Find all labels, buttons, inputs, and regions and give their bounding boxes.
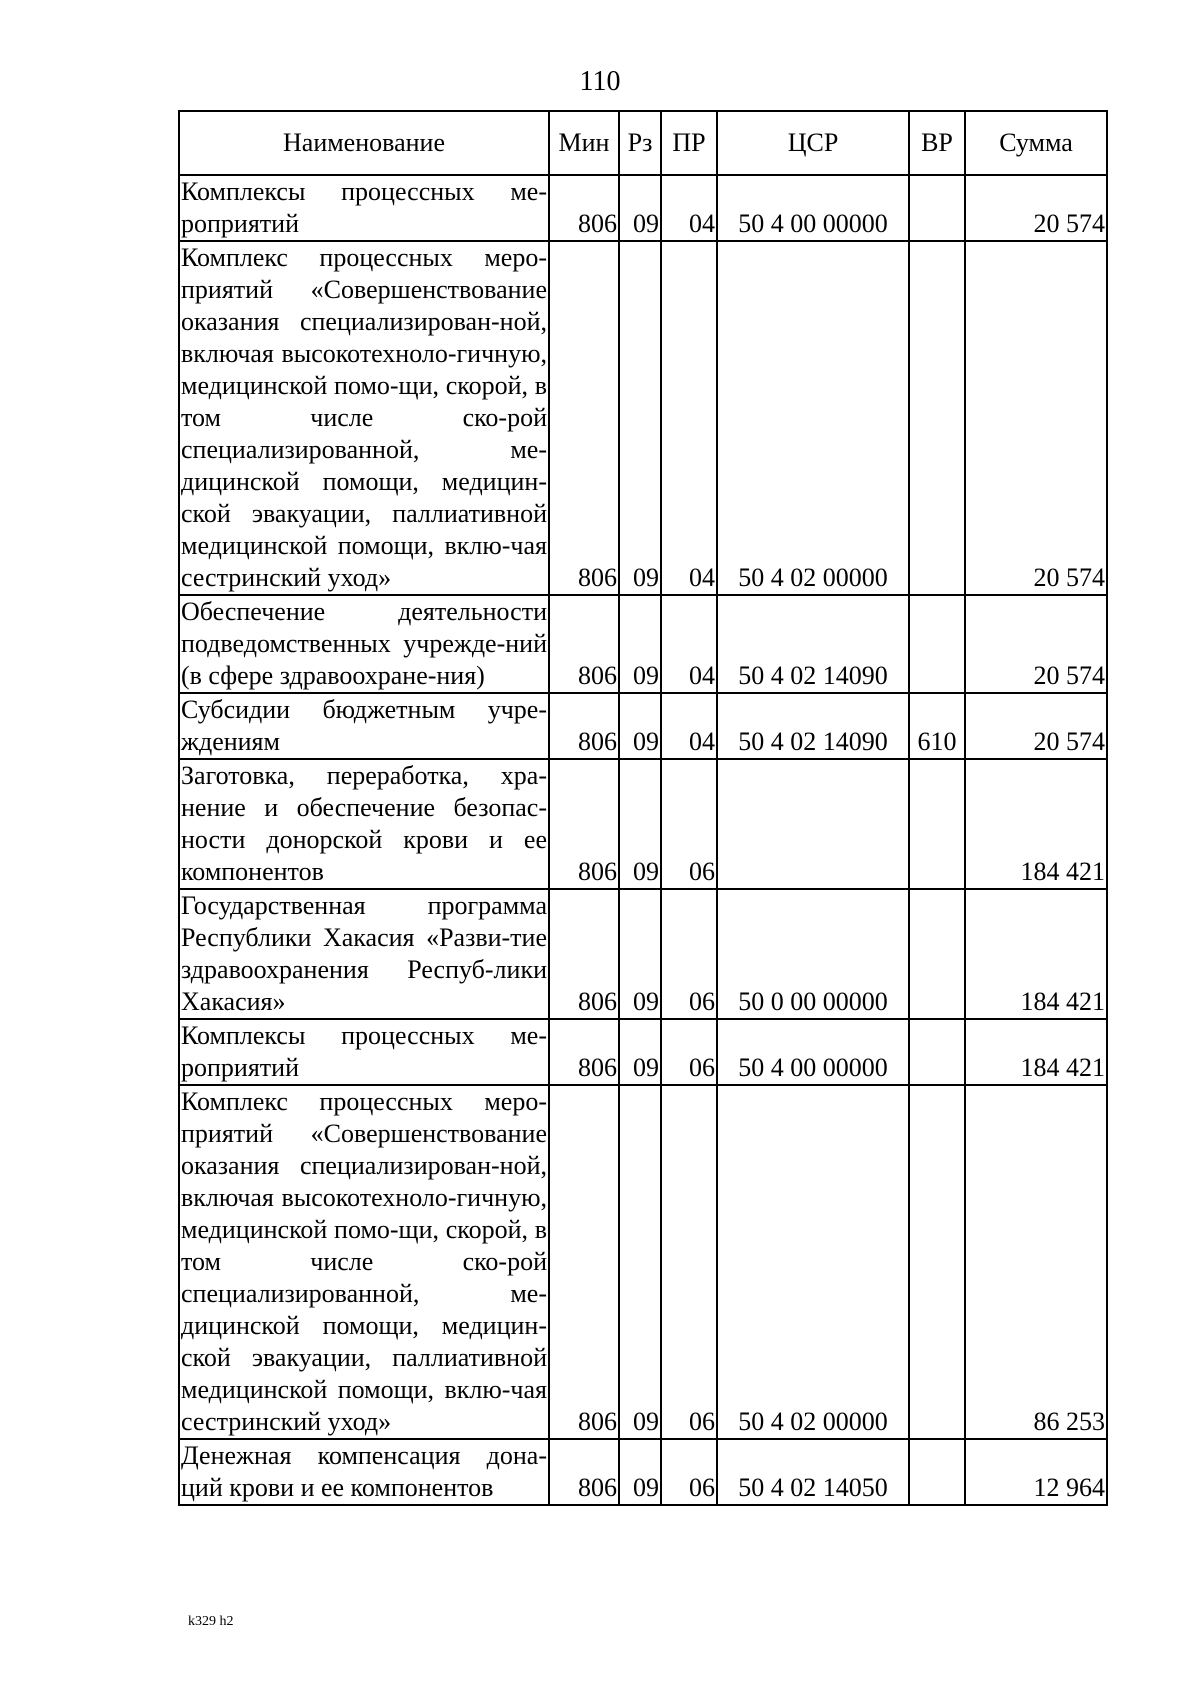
row-csr: 50 4 02 14050 bbox=[717, 1439, 909, 1505]
row-name: Комплексы процессных ме-роприятий bbox=[179, 1019, 549, 1085]
page-number: 110 bbox=[579, 66, 621, 97]
row-sum: 20 574 bbox=[965, 595, 1107, 693]
row-name: Комплекс процессных меро-приятий «Совершенствование оказания специализирован-ной, включая высокотехноло-гичную, медицинской помо-щи, скорой, в том числе ско-рой специализированной, ме-дицинской помощи, медицин-ской эвакуации, паллиативной медицинской помощи, вклю-чая сестринский уход» bbox=[179, 1085, 549, 1439]
table-row bbox=[179, 1085, 1107, 1439]
row-name: Комплексы процессных ме-роприятий bbox=[179, 175, 549, 241]
budget-table bbox=[178, 110, 1108, 1506]
row-min: 806 bbox=[549, 175, 619, 241]
row-pr: 04 bbox=[661, 175, 717, 241]
row-csr: 50 4 00 00000 bbox=[717, 1019, 909, 1085]
row-sum: 20 574 bbox=[965, 241, 1107, 595]
row-sum: 184 421 bbox=[965, 759, 1107, 889]
row-pr: 06 bbox=[661, 889, 717, 1019]
row-name: Денежная компенсация дона-ций крови и ее компонентов bbox=[179, 1439, 549, 1505]
row-sum: 12 964 bbox=[965, 1439, 1107, 1505]
header-sum: Сумма bbox=[965, 111, 1107, 175]
header-min: Мин bbox=[549, 111, 619, 175]
row-vr bbox=[909, 759, 965, 889]
row-min: 806 bbox=[549, 241, 619, 595]
row-pr: 06 bbox=[661, 1439, 717, 1505]
row-pr: 04 bbox=[661, 241, 717, 595]
header-csr: ЦСР bbox=[717, 111, 909, 175]
row-rz: 09 bbox=[619, 1085, 661, 1439]
row-min: 806 bbox=[549, 595, 619, 693]
row-pr: 06 bbox=[661, 1019, 717, 1085]
table-row bbox=[179, 693, 1107, 759]
header-row bbox=[179, 111, 1107, 175]
row-rz: 09 bbox=[619, 759, 661, 889]
row-csr: 50 4 02 14090 bbox=[717, 693, 909, 759]
row-min: 806 bbox=[549, 693, 619, 759]
header-name: Наименование bbox=[179, 111, 549, 175]
footer-code: k329 h2 bbox=[188, 1614, 234, 1629]
table-row bbox=[179, 759, 1107, 889]
table-row bbox=[179, 1439, 1107, 1505]
row-vr bbox=[909, 1439, 965, 1505]
row-min: 806 bbox=[549, 759, 619, 889]
row-csr: 50 4 02 00000 bbox=[717, 1085, 909, 1439]
row-name: Комплекс процессных меро-приятий «Совершенствование оказания специализирован-ной, включая высокотехноло-гичную, медицинской помо-щи, скорой, в том числе ско-рой специализированной, ме-дицинской помощи, медицин-ской эвакуации, паллиативной медицинской помощи, вклю-чая сестринский уход» bbox=[179, 241, 549, 595]
row-rz: 09 bbox=[619, 1019, 661, 1085]
row-vr bbox=[909, 889, 965, 1019]
row-pr: 04 bbox=[661, 595, 717, 693]
table-row bbox=[179, 1019, 1107, 1085]
row-vr bbox=[909, 1085, 965, 1439]
row-sum: 184 421 bbox=[965, 889, 1107, 1019]
row-pr: 04 bbox=[661, 693, 717, 759]
row-min: 806 bbox=[549, 889, 619, 1019]
row-vr: 610 bbox=[909, 693, 965, 759]
row-min: 806 bbox=[549, 1439, 619, 1505]
header-vr: ВР bbox=[909, 111, 965, 175]
row-name: Обеспечение деятельности подведомственных учрежде-ний (в сфере здравоохране-ния) bbox=[179, 595, 549, 693]
table-row bbox=[179, 595, 1107, 693]
row-sum: 184 421 bbox=[965, 1019, 1107, 1085]
row-rz: 09 bbox=[619, 595, 661, 693]
table-row bbox=[179, 241, 1107, 595]
row-min: 806 bbox=[549, 1019, 619, 1085]
table-row bbox=[179, 175, 1107, 241]
row-name: Заготовка, переработка, хра-нение и обеспечение безопас-ности донорской крови и ее компонентов bbox=[179, 759, 549, 889]
row-csr: 50 4 02 14090 bbox=[717, 595, 909, 693]
header-rz: Рз bbox=[619, 111, 661, 175]
row-vr bbox=[909, 595, 965, 693]
row-rz: 09 bbox=[619, 693, 661, 759]
row-csr: 50 4 00 00000 bbox=[717, 175, 909, 241]
row-sum: 20 574 bbox=[965, 175, 1107, 241]
row-vr bbox=[909, 1019, 965, 1085]
table-row bbox=[179, 889, 1107, 1019]
row-csr bbox=[717, 759, 909, 889]
row-rz: 09 bbox=[619, 241, 661, 595]
row-vr bbox=[909, 241, 965, 595]
row-csr: 50 0 00 00000 bbox=[717, 889, 909, 1019]
row-sum: 20 574 bbox=[965, 693, 1107, 759]
row-min: 806 bbox=[549, 1085, 619, 1439]
row-vr bbox=[909, 175, 965, 241]
row-pr: 06 bbox=[661, 1085, 717, 1439]
row-pr: 06 bbox=[661, 759, 717, 889]
row-name: Субсидии бюджетным учре-ждениям bbox=[179, 693, 549, 759]
row-rz: 09 bbox=[619, 175, 661, 241]
row-csr: 50 4 02 00000 bbox=[717, 241, 909, 595]
header-pr: ПР bbox=[661, 111, 717, 175]
row-name: Государственная программа Республики Хакасия «Разви-тие здравоохранения Респуб-лики Хакасия» bbox=[179, 889, 549, 1019]
row-sum: 86 253 bbox=[965, 1085, 1107, 1439]
row-rz: 09 bbox=[619, 889, 661, 1019]
row-rz: 09 bbox=[619, 1439, 661, 1505]
